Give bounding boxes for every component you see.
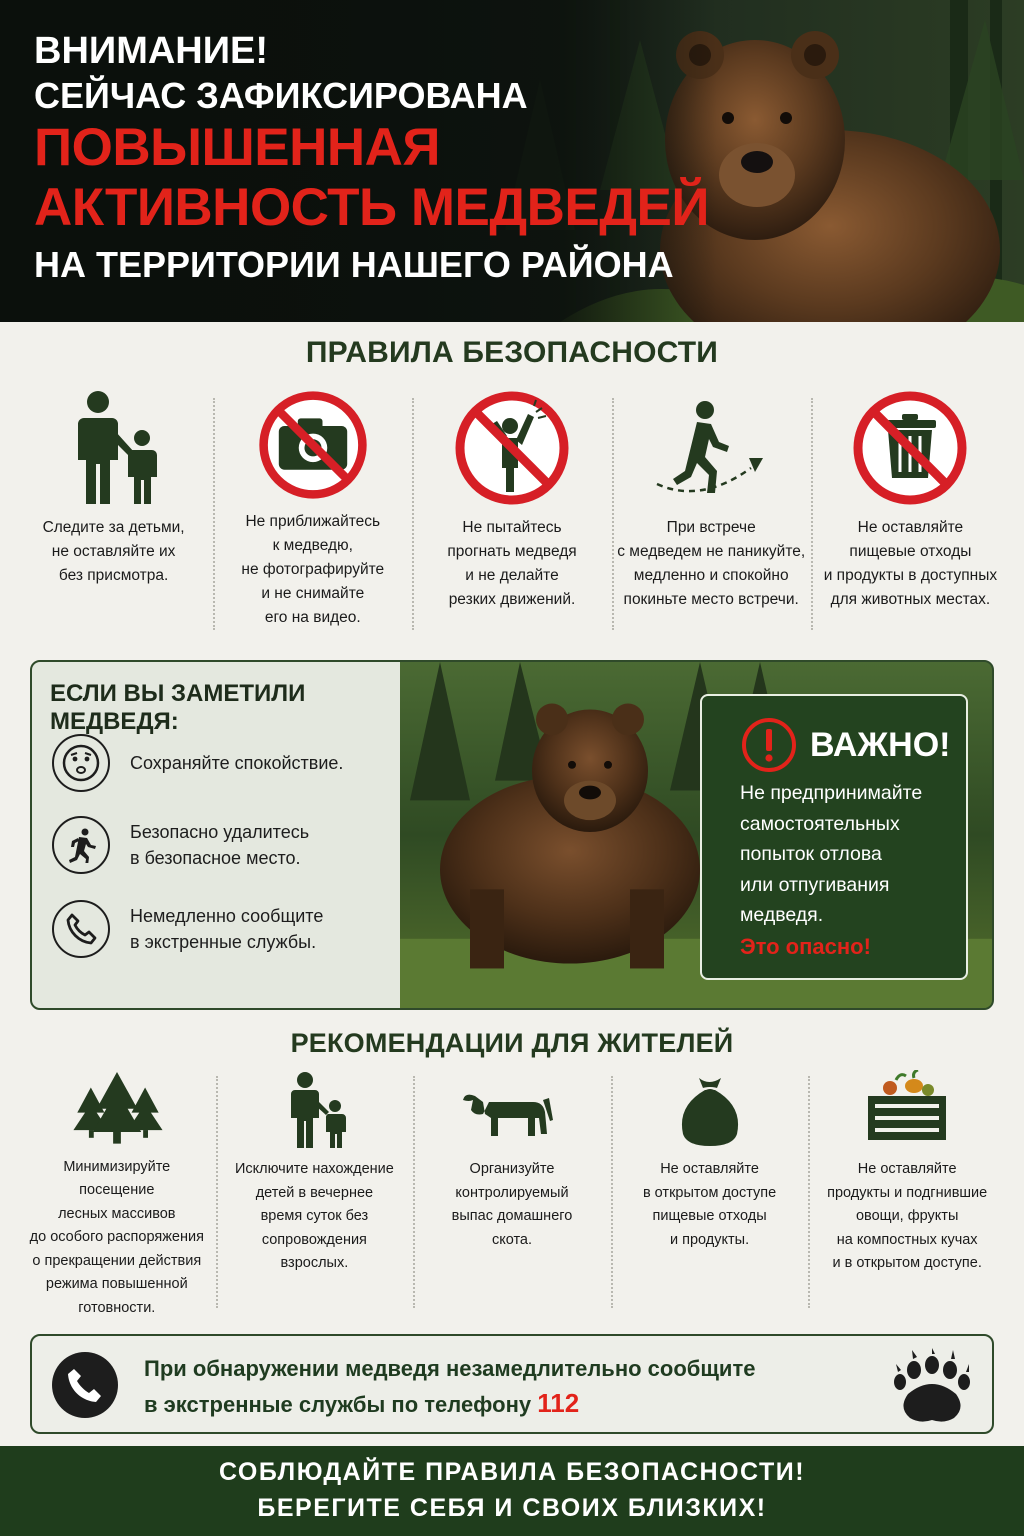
garbage-bag-icon xyxy=(655,1070,765,1150)
header-bear-activity: АКТИВНОСТЬ МЕДВЕДЕЙ xyxy=(34,178,709,237)
footer-line1: СОБЛЮДАЙТЕ ПРАВИЛА БЕЗОПАСНОСТИ! xyxy=(218,1458,806,1486)
phone-icon xyxy=(52,900,110,958)
phone-icon xyxy=(52,1352,118,1418)
emergency-number[interactable]: 112 xyxy=(537,1388,580,1418)
forest-icon xyxy=(62,1070,172,1148)
important-header xyxy=(740,716,950,774)
calm-face-icon xyxy=(52,734,110,792)
cow-icon xyxy=(457,1070,567,1150)
rec-text: Организуйте контролируемый выпас домашнего скота. xyxy=(451,1161,573,1248)
seen-item xyxy=(52,900,323,958)
seen-text: Безопасно удалитесь в безопасное место. xyxy=(130,822,310,868)
recs-row xyxy=(18,1070,1006,1320)
bear-paw-icon xyxy=(890,1348,974,1424)
rule-text: Следите за детьми, не оставляйте их без присмотра. xyxy=(42,519,185,584)
emergency-line2: в экстренные службы по телефону xyxy=(144,1392,532,1417)
rec-text: Не оставляйте в открытом доступе пищевые отходы и продукты. xyxy=(642,1161,777,1248)
header-territory: НА ТЕРРИТОРИИ НАШЕГО РАЙОНА xyxy=(34,244,674,285)
rec-text: Минимизируйте посещение лесных массивов до особого распоряжения о прекращении действия режима повышенной готовности. xyxy=(29,1158,204,1316)
no-trash-icon xyxy=(850,388,970,508)
running-person-icon xyxy=(52,816,110,874)
rule-item xyxy=(412,384,611,630)
vegetable-crate-icon xyxy=(852,1070,962,1150)
emergency-text xyxy=(144,1352,755,1422)
rule-text: Не пытайтесь прогнать медведя и не делайте резких движений. xyxy=(447,519,577,608)
emergency-line2-wrap xyxy=(144,1386,755,1422)
seen-item xyxy=(52,816,309,874)
rec-item xyxy=(808,1070,1006,1320)
rec-text: Исключите нахождение детей в вечернее время суток без сопровождения взрослых. xyxy=(234,1161,394,1271)
header-banner xyxy=(0,0,1024,322)
important-alert: Это опасно! xyxy=(740,934,871,959)
rule-item xyxy=(811,384,1010,630)
no-waving-icon xyxy=(452,388,572,508)
rec-item xyxy=(18,1070,216,1320)
rules-row xyxy=(14,384,1010,630)
rule-item xyxy=(213,384,412,630)
emergency-banner xyxy=(30,1334,994,1434)
seen-text: Сохраняйте спокойствие. xyxy=(130,753,344,773)
rec-item xyxy=(611,1070,809,1320)
walk-away-icon xyxy=(651,388,771,508)
rule-item xyxy=(14,384,213,630)
header-increased: ПОВЫШЕННАЯ xyxy=(34,118,441,177)
seen-text: Немедленно сообщите в экстренные службы. xyxy=(130,906,324,952)
if-bear-seen-panel xyxy=(30,660,994,1010)
header-text xyxy=(34,28,709,288)
rule-text: При встрече с медведем не паникуйте, медленно и спокойно покиньте место встречи. xyxy=(617,519,806,608)
footer-line2: БЕРЕГИТЕ СЕБЯ И СВОИХ БЛИЗКИХ! xyxy=(257,1494,767,1522)
rule-text: Не приближайтесь к медведю, не фотографируйте и не снимайте его на видео. xyxy=(241,513,385,626)
important-text: Не предпринимайте самостоятельных попыток отлова или отпугивания медведя. xyxy=(740,782,923,926)
important-title: ВАЖНО! xyxy=(810,725,951,764)
adult-child-icon xyxy=(259,1070,369,1150)
rule-item xyxy=(612,384,811,630)
bear-seen-instructions xyxy=(32,662,400,1008)
adult-child-icon xyxy=(54,388,174,508)
seen-item xyxy=(52,734,343,792)
header-attention: ВНИМАНИЕ! xyxy=(34,30,269,72)
rule-text: Не оставляйте пищевые отходы и продукты в доступных для животных местах. xyxy=(823,519,998,608)
rec-text: Не оставляйте продукты и подгнившие овощи, фрукты на компостных кучах и в открытом доступе. xyxy=(827,1161,988,1271)
header-recorded: СЕЙЧАС ЗАФИКСИРОВАНА xyxy=(34,75,528,116)
emergency-line1: При обнаружении медведя незамедлительно сообщите xyxy=(144,1356,756,1381)
important-box xyxy=(700,694,968,980)
recs-title: РЕКОМЕНДАЦИИ ДЛЯ ЖИТЕЛЕЙ xyxy=(290,1028,734,1058)
exclamation-icon xyxy=(740,716,798,774)
seen-title: ЕСЛИ ВЫ ЗАМЕТИЛИ МЕДВЕДЯ: xyxy=(50,680,306,735)
footer-banner xyxy=(0,1446,1024,1536)
rec-item xyxy=(216,1070,414,1320)
rec-item xyxy=(413,1070,611,1320)
rules-title: ПРАВИЛА БЕЗОПАСНОСТИ xyxy=(305,336,719,369)
no-camera-icon xyxy=(253,388,373,502)
